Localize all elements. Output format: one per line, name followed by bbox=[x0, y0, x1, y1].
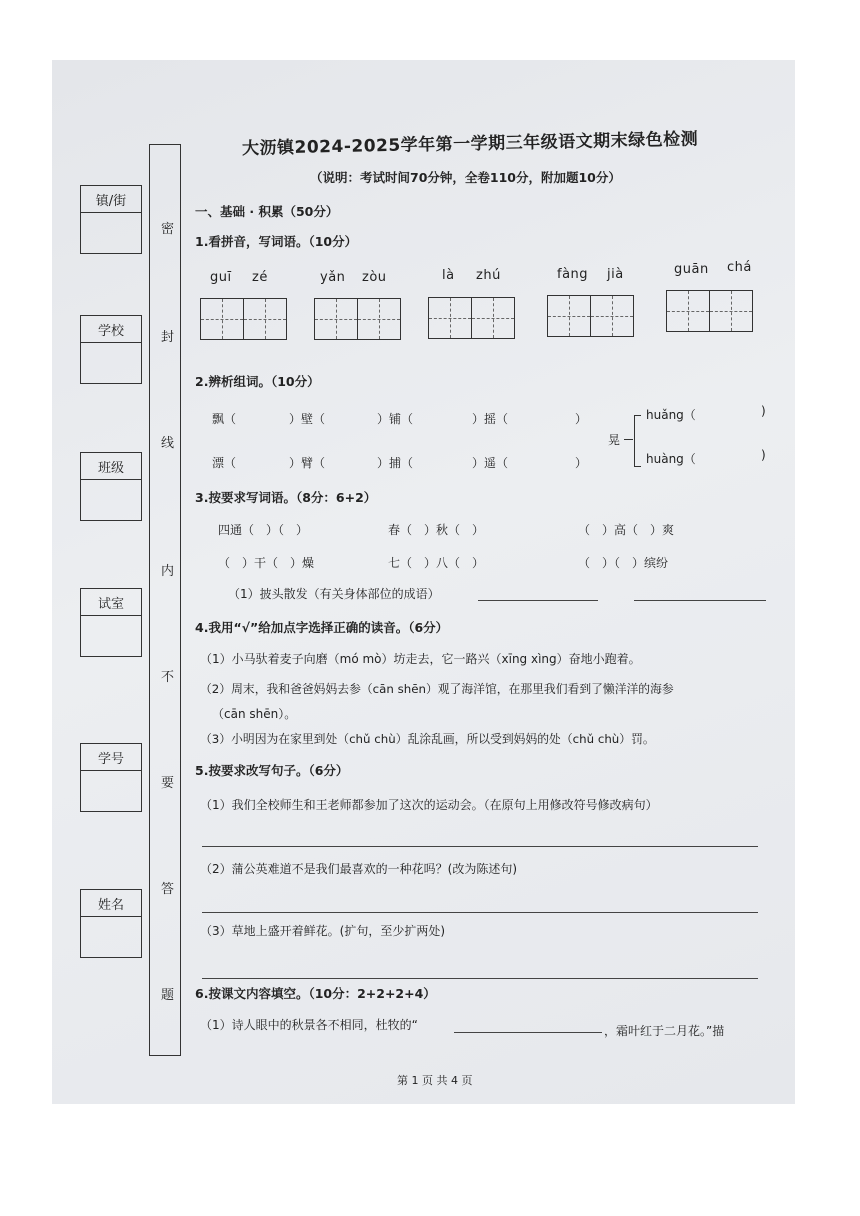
word-prompt: ）摇（ bbox=[472, 412, 509, 426]
field-name bbox=[80, 889, 142, 958]
word-prompt: 七（ ）八（ ） bbox=[388, 556, 485, 570]
word-prompt: （ ）（ ）缤纷 bbox=[578, 556, 669, 570]
word-prompt: ）铺（ bbox=[377, 412, 414, 426]
field-town bbox=[80, 185, 142, 254]
field-label: 镇/街 bbox=[81, 186, 141, 213]
question-2-title: 2.辨析组词。（10分） bbox=[195, 374, 320, 389]
seal-char: 密 bbox=[161, 222, 175, 237]
seal-char: 线 bbox=[161, 436, 175, 451]
polyphone-char: 晃 bbox=[608, 433, 621, 447]
answer-line[interactable] bbox=[202, 978, 758, 979]
field-student-id bbox=[80, 743, 142, 812]
answer-line[interactable] bbox=[202, 912, 758, 913]
sentence: （1）我们全校师生和王老师都参加了这次的运动会。（在原句上用修改符号修改病句） bbox=[200, 798, 658, 812]
word-prompt: ）遥（ bbox=[472, 456, 509, 470]
field-class bbox=[80, 452, 142, 521]
page-footer: 第 1 页 共 4 页 bbox=[397, 1074, 473, 1087]
answer-line[interactable] bbox=[454, 1032, 602, 1033]
sentence: （2）蒲公英难道不是我们最喜欢的一种花吗？(改为陈述句) bbox=[200, 862, 518, 876]
field-blank bbox=[81, 917, 141, 957]
word-prompt: ）臂（ bbox=[289, 456, 326, 470]
sentence: （1）诗人眼中的秋景各不相同，杜牧的“ bbox=[200, 1018, 418, 1032]
seal-char: 不 bbox=[161, 670, 175, 685]
field-blank bbox=[81, 771, 141, 811]
pinyin: là bbox=[442, 268, 455, 283]
question-4-title: 4.我用“√”给加点字选择正确的读音。（6分） bbox=[195, 620, 449, 635]
pinyin: yǎn bbox=[320, 270, 346, 285]
writing-grid[interactable] bbox=[666, 290, 753, 332]
question-3-title: 3.按要求写词语。（8分：6+2） bbox=[195, 490, 377, 505]
sentence: ，霜叶红于二月花。”描 bbox=[604, 1024, 725, 1038]
part-heading: 一、基础 · 积累（50分） bbox=[195, 204, 339, 219]
brace-stem bbox=[624, 439, 633, 440]
sentence: （3）草地上盛开着鲜花。(扩句，至少扩两处) bbox=[200, 924, 445, 938]
writing-grid[interactable] bbox=[200, 298, 287, 340]
field-room bbox=[80, 588, 142, 657]
question-5-title: 5.按要求改写句子。（6分） bbox=[195, 763, 349, 778]
writing-grid[interactable] bbox=[547, 295, 634, 337]
field-blank bbox=[81, 616, 141, 656]
sentence: （3）小明因为在家里到处（chǔ chù）乱涂乱画，所以受到妈妈的处（chǔ chù）罚。 bbox=[200, 732, 655, 746]
pinyin: guān bbox=[674, 262, 709, 277]
pinyin-prompt: huàng（ bbox=[646, 452, 696, 466]
word-prompt: ） bbox=[575, 456, 588, 470]
word-prompt: ) bbox=[761, 448, 766, 462]
sentence: （2）周末，我和爸爸妈妈去参（cān shēn）观了海洋馆，在那里我们看到了懒洋洋的海参 bbox=[200, 682, 674, 696]
answer-line[interactable] bbox=[478, 600, 598, 601]
seal-char: 答 bbox=[161, 882, 175, 897]
field-label: 试室 bbox=[81, 589, 141, 616]
pinyin: zhú bbox=[476, 268, 501, 283]
seal-char: 封 bbox=[161, 330, 175, 345]
word-prompt: 春（ ）秋（ ） bbox=[388, 523, 485, 537]
pinyin: chá bbox=[727, 260, 752, 275]
writing-grid[interactable] bbox=[428, 297, 515, 339]
pinyin: zòu bbox=[362, 270, 387, 285]
word-prompt: ） bbox=[575, 412, 588, 426]
brace bbox=[634, 415, 641, 467]
field-label: 班级 bbox=[81, 453, 141, 480]
answer-line[interactable] bbox=[634, 600, 766, 601]
seal-char: 要 bbox=[161, 776, 175, 791]
word-prompt: ) bbox=[761, 404, 766, 418]
seal-char: 内 bbox=[161, 564, 175, 579]
question-1-title: 1.看拼音，写词语。（10分） bbox=[195, 234, 358, 249]
word-prompt: （ ）干（ ）燥 bbox=[218, 556, 315, 570]
pinyin-prompt: huǎng（ bbox=[646, 408, 696, 422]
sentence: （cān shēn）。 bbox=[212, 707, 297, 721]
word-prompt: 飘（ bbox=[212, 412, 237, 426]
pinyin: fàng bbox=[557, 267, 589, 282]
exam-instructions: （说明：考试时间70分钟，全卷110分，附加题10分） bbox=[310, 170, 621, 185]
field-blank bbox=[81, 213, 141, 253]
field-label: 学校 bbox=[81, 316, 141, 343]
exam-title: 大沥镇2024-2025学年第一学期三年级语文期末绿色检测 bbox=[241, 129, 699, 159]
sentence: （1）小马驮着麦子向磨（mó mò）坊走去，它一路兴（xīng xìng）奋地小跑着。 bbox=[200, 652, 641, 666]
word-prompt: （ ）高（ ）爽 bbox=[578, 523, 675, 537]
word-prompt: （1）披头散发（有关身体部位的成语） bbox=[228, 587, 440, 601]
pinyin: jià bbox=[607, 267, 624, 282]
field-blank bbox=[81, 343, 141, 383]
question-6-title: 6.按课文内容填空。（10分：2+2+2+4） bbox=[195, 986, 436, 1001]
pinyin: zé bbox=[252, 270, 268, 285]
field-label: 姓名 bbox=[81, 890, 141, 917]
seal-char: 题 bbox=[161, 988, 175, 1003]
field-blank bbox=[81, 480, 141, 520]
field-label: 学号 bbox=[81, 744, 141, 771]
field-school bbox=[80, 315, 142, 384]
writing-grid[interactable] bbox=[314, 298, 401, 340]
answer-line[interactable] bbox=[202, 846, 758, 847]
exam-paper bbox=[52, 60, 795, 1104]
pinyin: guī bbox=[210, 270, 232, 285]
word-prompt: ）壁（ bbox=[289, 412, 326, 426]
word-prompt: ）捕（ bbox=[377, 456, 414, 470]
word-prompt: 漂（ bbox=[212, 456, 237, 470]
word-prompt: 四通（ ）（ ） bbox=[218, 523, 309, 537]
seal-line-box bbox=[149, 144, 181, 1056]
